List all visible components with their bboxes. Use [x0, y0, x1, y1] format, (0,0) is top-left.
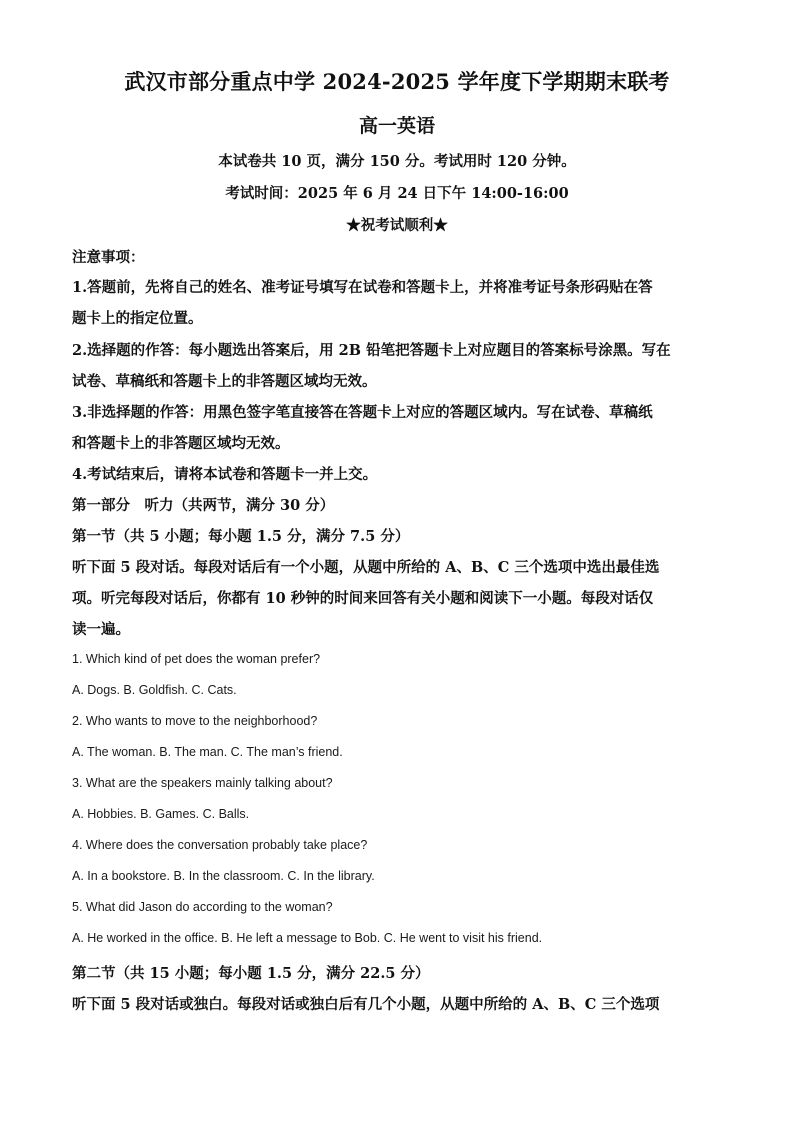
notes-line: 和答题卡上的非答题区域均无效。: [72, 435, 290, 452]
notes-line: 试卷、草稿纸和答题卡上的非答题区域均无效。: [72, 373, 377, 390]
section2-instructions: 听下面 5 段对话或独白。每段对话或独白后有几个小题，从题中所给的 A、B、C 三个选项: [72, 996, 660, 1013]
question-text: 3. What are the speakers mainly talking about?: [72, 776, 333, 790]
notes-line: 3.非选择题的作答：用黑色签字笔直接答在答题卡上对应的答题区域内。写在试卷、草稿纸: [72, 404, 653, 421]
exam-subject: 高一英语: [358, 115, 435, 137]
section1-instructions: 读一遍。: [72, 621, 130, 638]
notes-line: 题卡上的指定位置。: [72, 310, 203, 327]
question-options: A. Hobbies. B. Games. C. Balls.: [72, 807, 250, 821]
notes-line: 1.答题前，先将自己的姓名、准考证号填写在试卷和答题卡上，并将准考证号条形码贴在答: [72, 279, 653, 296]
exam-title: 武汉市部分重点中学 2024-2025 学年度下学期期末联考: [124, 69, 670, 94]
question-text: 4. Where does the conversation probably take place?: [72, 838, 368, 852]
notes-heading: 注意事项：: [72, 249, 145, 266]
part1-heading: 第一部分 听力（共两节，满分 30 分）: [72, 497, 335, 514]
question-text: 2. Who wants to move to the neighborhood?: [72, 714, 318, 728]
question-options: A. He worked in the office. B. He left a message to Bob. C. He went to visit his friend.: [72, 931, 543, 945]
section2-heading: 第二节（共 15 小题；每小题 1.5 分，满分 22.5 分）: [72, 965, 430, 982]
notes-line: 2.选择题的作答：每小题选出答案后，用 2B 铅笔把答题卡上对应题目的答案标号涂黑。写在: [72, 342, 671, 359]
section1-instructions: 项。听完每段对话后，你都有 10 秒钟的时间来回答有关小题和阅读下一小题。每段对话仅: [72, 590, 654, 607]
question-options: A. Dogs. B. Goldfish. C. Cats.: [72, 683, 237, 697]
exam-wish: ★祝考试顺利★: [346, 217, 448, 234]
notes-line: 4.考试结束后，请将本试卷和答题卡一并上交。: [72, 466, 378, 483]
question-text: 5. What did Jason do according to the woman?: [72, 900, 333, 914]
exam-info: 本试卷共 10 页，满分 150 分。考试用时 120 分钟。: [218, 153, 576, 170]
section1-instructions: 听下面 5 段对话。每段对话后有一个小题，从题中所给的 A、B、C 三个选项中选出最佳选: [72, 559, 660, 576]
question-options: A. The woman. B. The man. C. The man’s friend.: [72, 745, 343, 759]
section1-heading: 第一节（共 5 小题；每小题 1.5 分，满分 7.5 分）: [72, 528, 410, 545]
question-text: 1. Which kind of pet does the woman prefer?: [72, 652, 321, 666]
question-options: A. In a bookstore. B. In the classroom. C. In the library.: [72, 869, 375, 883]
exam-time: 考试时间：2025 年 6 月 24 日下午 14:00-16:00: [225, 185, 569, 202]
